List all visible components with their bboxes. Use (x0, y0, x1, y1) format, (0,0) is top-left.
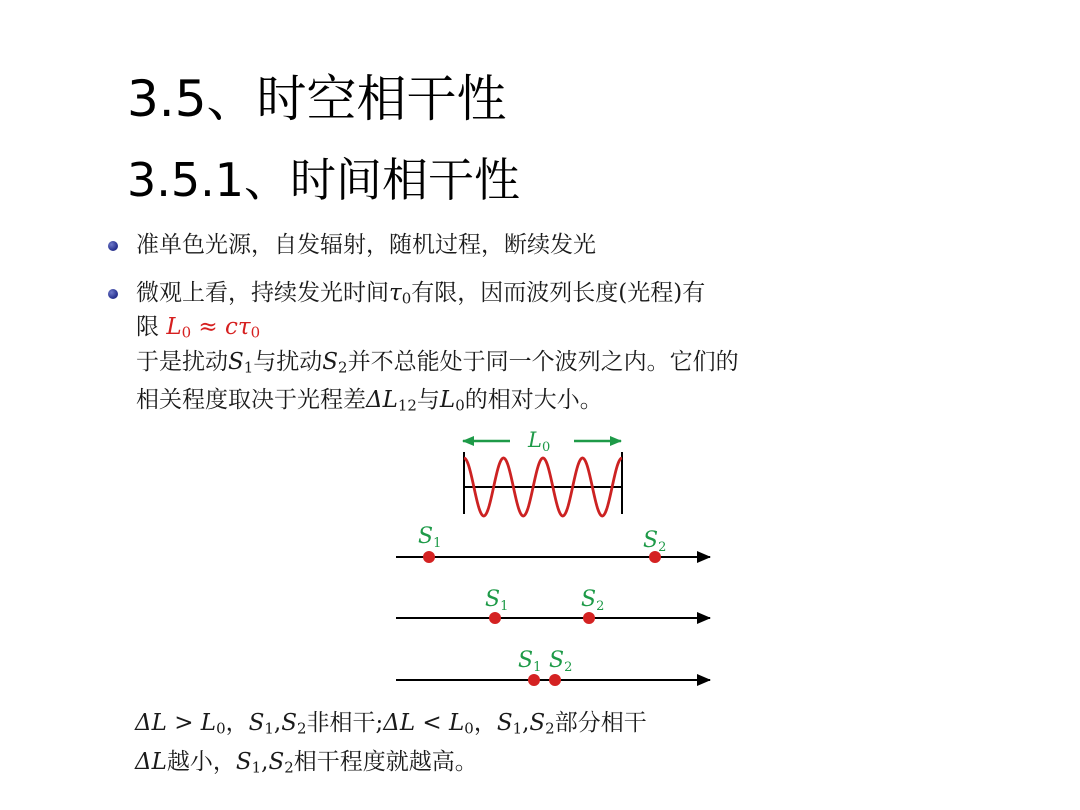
bullet-2-part-b: 有限，因而波列长度(光程)有 (411, 280, 706, 306)
conclusion-line-1: $\Delta L > L_0$，$S_1,S_2$非相干;ΔL < $L_0$，$S_1,S_2$部分相干 (135, 710, 647, 738)
bullet-2-part-a: 微观上看，持续发光时间 (136, 280, 389, 306)
point-s2-axis-2 (583, 612, 595, 624)
label-s1-axis-1: S1 (418, 524, 442, 551)
para-line-4: 于是扰动$S_1$与扰动$S_2$并不总能处于同一个波列之内。它们的 (136, 349, 739, 377)
label-s1-axis-2: S1 (485, 587, 509, 614)
bullet-2-text (136, 277, 705, 309)
label-s2-axis-3: S2 (549, 648, 573, 675)
slide-title: 3.5、时空相干性 (127, 70, 507, 128)
para-line-3-prefix: 限 (136, 314, 167, 340)
para-line-3 (136, 311, 260, 343)
label-s2-axis-2: S2 (581, 587, 605, 614)
bullet-icon (108, 241, 118, 251)
bullet-1-text (136, 229, 596, 261)
conclusion-line-2: ΔL越小，$S_1,S_2$相干程度就越高。 (135, 749, 478, 777)
bullet-icon (108, 289, 118, 299)
wave-train-diagram (380, 425, 720, 697)
para-line-5: 相关程度取决于光程差$\Delta L_{12}$与$L_0$的相对大小。 (136, 387, 603, 415)
point-s1-axis-3 (528, 674, 540, 686)
tau-subscript: 0 (401, 289, 412, 308)
tau-symbol: τ (389, 280, 402, 306)
point-s2-axis-3 (549, 674, 561, 686)
label-s2-axis-1: S2 (643, 528, 667, 555)
label-s1-axis-3: S1 (518, 648, 542, 675)
coherence-length-formula: $L_0 \approx c\tau_0$ (166, 314, 261, 342)
l0-label: L0 (528, 428, 551, 455)
bullet-1-label: 准单色光源，自发辐射，随机过程，断续发光 (136, 232, 596, 258)
point-s1-axis-1 (423, 551, 435, 563)
slide-subtitle: 3.5.1、时间相干性 (127, 153, 521, 207)
